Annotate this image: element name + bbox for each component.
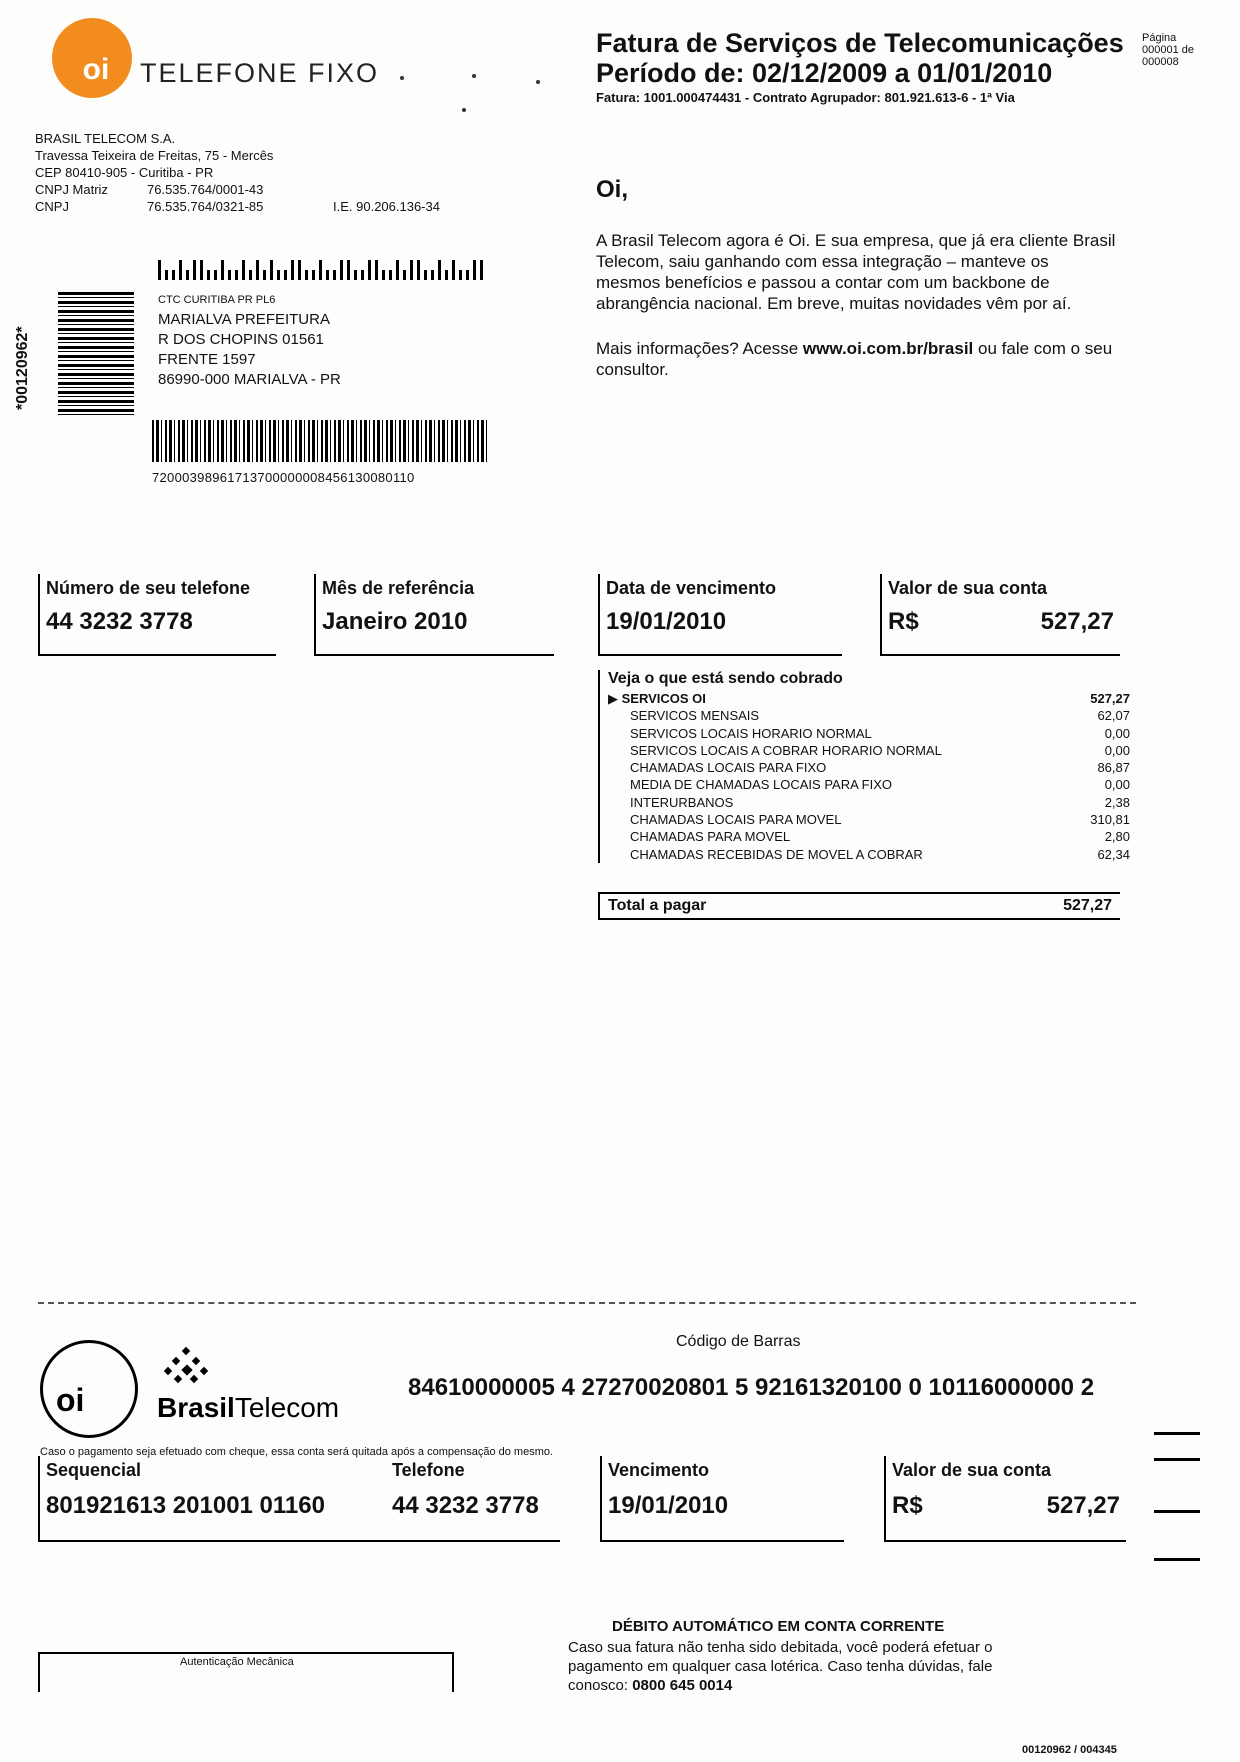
barcode-digits: 84610000005 4 27270020801 5 92161320100 0 10116000000 2 <box>408 1374 1095 1401</box>
brand-light: Telecom <box>234 1392 340 1423</box>
debito-text <box>568 1638 1028 1695</box>
sequence-label: Sequencial <box>46 1460 142 1480</box>
invoice-title: Fatura de Serviços de Telecomunicações <box>596 28 1124 58</box>
scan-speck <box>472 74 476 78</box>
due-date-label: Data de vencimento <box>606 578 777 598</box>
charge-label: MEDIA DE CHAMADAS LOCAIS PARA FIXO <box>630 777 892 793</box>
stub-due-box <box>600 1456 844 1542</box>
mechanical-authentication-box <box>38 1652 454 1692</box>
ie-value: I.E. 90.206.136-34 <box>333 199 440 214</box>
barcode-label: Código de Barras <box>676 1333 801 1350</box>
recipient-city: 86990-000 MARIALVA - PR <box>158 371 341 388</box>
company-info <box>35 130 440 215</box>
vertical-barcode <box>58 292 134 416</box>
charges-main-value: 527,27 <box>1090 691 1130 706</box>
charges-main-label: SERVICOS OI <box>621 691 706 706</box>
stub-due-label: Vencimento <box>608 1460 710 1480</box>
sequence-box <box>38 1456 560 1542</box>
brand-bold: Brasil <box>157 1392 235 1423</box>
list-item <box>608 846 1130 863</box>
cnpj-matriz-row <box>35 181 440 198</box>
page-indicator <box>1142 32 1212 68</box>
recipient-address <box>158 290 341 390</box>
routing-code: CTC CURITIBA PR PL6 <box>158 294 276 306</box>
stub-phone-label: Telefone <box>392 1460 465 1480</box>
stub-phone-value: 44 3232 3778 <box>392 1492 539 1519</box>
oi-stub-logo <box>40 1340 138 1438</box>
charge-label: CHAMADAS PARA MOVEL <box>630 829 791 845</box>
product-name: TELEFONE FIXO <box>140 58 380 88</box>
reg-mark <box>1154 1510 1200 1513</box>
list-item <box>608 759 1130 776</box>
page-label: Página <box>1142 32 1177 44</box>
phone-number-box <box>38 574 276 656</box>
charge-value: 2,80 <box>1104 829 1130 845</box>
currency-symbol: R$ <box>888 608 919 635</box>
message-paragraph: A Brasil Telecom agora é Oi. E sua empresa, que já era cliente Brasil Telecom, saiu ganhando com essa integração – manteve os mesmos benefícios e passou a contar com um backbone de abrangência nacional. Em breve, muitas novidades vêm por aí. <box>596 231 1116 313</box>
sequence-value: 801921613 201001 01160 <box>46 1492 325 1519</box>
message-paragraph-2 <box>596 338 1116 380</box>
due-date-value: 19/01/2010 <box>606 608 727 635</box>
list-item <box>608 707 1130 724</box>
stub-amount-value: 527,27 <box>1046 1492 1120 1519</box>
cnpj-matriz-value: 76.535.764/0001-43 <box>147 182 264 197</box>
amount-box <box>880 574 1120 656</box>
mailing-barcode <box>152 420 488 462</box>
charge-value: 0,00 <box>1104 725 1130 741</box>
list-item <box>608 742 1130 759</box>
invoice-number-line: Fatura: 1001.000474431 - Contrato Agrupador: 801.921.613-6 - 1ª Via <box>596 90 1015 105</box>
charge-value: 0,00 <box>1104 777 1130 793</box>
scan-speck <box>462 108 466 112</box>
charge-label: CHAMADAS LOCAIS PARA MOVEL <box>630 812 842 828</box>
recipient-name: MARIALVA PREFEITURA <box>158 311 330 328</box>
reference-month-value: Janeiro 2010 <box>322 608 468 635</box>
charge-label: CHAMADAS LOCAIS PARA FIXO <box>630 760 827 776</box>
scan-speck <box>400 76 404 80</box>
stub-due-value: 19/01/2010 <box>608 1492 729 1519</box>
list-item <box>608 794 1130 811</box>
message-post: ou fale com o seu consultor. <box>596 339 1113 379</box>
charge-label: SERVICOS MENSAIS <box>630 708 760 724</box>
oi-stub-logo-text: oi <box>56 1382 85 1418</box>
stub-amount-box <box>884 1456 1126 1542</box>
list-item <box>608 725 1130 742</box>
charge-label: CHAMADAS RECEBIDAS DE MOVEL A COBRAR <box>630 846 923 862</box>
amount-value: 527,27 <box>1040 608 1114 635</box>
charge-label: SERVICOS LOCAIS HORARIO NORMAL <box>630 725 872 741</box>
charge-label: SERVICOS LOCAIS A COBRAR HORARIO NORMAL <box>630 742 942 758</box>
charges-list <box>598 670 1130 863</box>
debito-title: DÉBITO AUTOMÁTICO EM CONTA CORRENTE <box>612 1618 945 1635</box>
cheque-note: Caso o pagamento seja efetuado com cheque, essa conta será quitada após a compensação do mesmo. <box>40 1446 554 1458</box>
message-pre: Mais informações? Acesse <box>596 339 803 358</box>
reference-month-label: Mês de referência <box>322 578 475 598</box>
recipient-complement: FRENTE 1597 <box>158 351 256 368</box>
reg-mark <box>1154 1432 1200 1435</box>
charge-label: INTERURBANOS <box>630 794 734 810</box>
charges-main-row <box>608 690 1130 707</box>
invoice-period: Período de: 02/12/2009 a 01/01/2010 <box>596 58 1053 88</box>
greeting: Oi, <box>596 176 629 203</box>
cnpj-matriz-label: CNPJ Matriz <box>35 182 108 197</box>
list-item <box>608 828 1130 845</box>
reg-mark <box>1154 1458 1200 1461</box>
total-row <box>598 892 1120 920</box>
company-street: Travessa Teixeira de Freitas, 75 - Mercês <box>35 148 274 163</box>
charge-value: 86,87 <box>1097 760 1130 776</box>
amount-label: Valor de sua conta <box>888 578 1048 598</box>
list-item <box>608 811 1130 828</box>
charge-value: 62,34 <box>1097 846 1130 862</box>
company-cep: CEP 80410-905 - Curitiba - PR <box>35 165 214 180</box>
charge-value: 62,07 <box>1097 708 1130 724</box>
stub-amount-label: Valor de sua conta <box>892 1460 1052 1480</box>
reference-month-box <box>314 574 554 656</box>
debito-body: Caso sua fatura não tenha sido debitada, você poderá efetuar o pagamento em qualquer casa lotérica. Caso tenha dúvidas, fale conosco: <box>568 1639 993 1694</box>
phone-number-value: 44 3232 3778 <box>46 608 193 635</box>
list-item <box>608 776 1130 793</box>
charge-value: 310,81 <box>1090 812 1130 828</box>
cnpj-value: 76.535.764/0321-85 <box>147 199 264 214</box>
mailing-barcode-number: 72000398961713700000008456130080110 <box>152 470 415 485</box>
brasil-telecom-brand <box>157 1392 339 1424</box>
play-arrow-icon: ▶ <box>608 691 618 706</box>
page-value: 000001 de 000008 <box>1142 44 1194 68</box>
cnpj-row <box>35 198 440 215</box>
postnet-barcode <box>158 260 484 280</box>
brasil-telecom-icon <box>163 1346 215 1388</box>
total-label: Total a pagar <box>608 897 707 914</box>
oi-logo-text: oi <box>66 50 126 90</box>
due-date-box <box>598 574 842 656</box>
recipient-street: R DOS CHOPINS 01561 <box>158 331 324 348</box>
cnpj-label: CNPJ <box>35 199 69 214</box>
total-value: 527,27 <box>1063 897 1112 914</box>
autent-label: Autenticação Mecânica <box>180 1656 294 1668</box>
reg-mark <box>1154 1558 1200 1561</box>
support-phone: 0800 645 0014 <box>632 1677 733 1694</box>
footer-code: 00120962 / 004345 <box>1022 1744 1117 1756</box>
phone-number-label: Número de seu telefone <box>46 578 251 598</box>
charge-value: 2,38 <box>1104 794 1130 810</box>
cut-line <box>38 1302 1136 1304</box>
vertical-code: *00120962* <box>14 326 31 410</box>
scan-speck <box>536 80 540 84</box>
charges-title: Veja o que está sendo cobrado <box>608 670 843 687</box>
website-link[interactable]: www.oi.com.br/brasil <box>802 339 974 358</box>
stub-currency: R$ <box>892 1492 923 1519</box>
charge-value: 0,00 <box>1104 742 1130 758</box>
company-name: BRASIL TELECOM S.A. <box>35 131 176 146</box>
